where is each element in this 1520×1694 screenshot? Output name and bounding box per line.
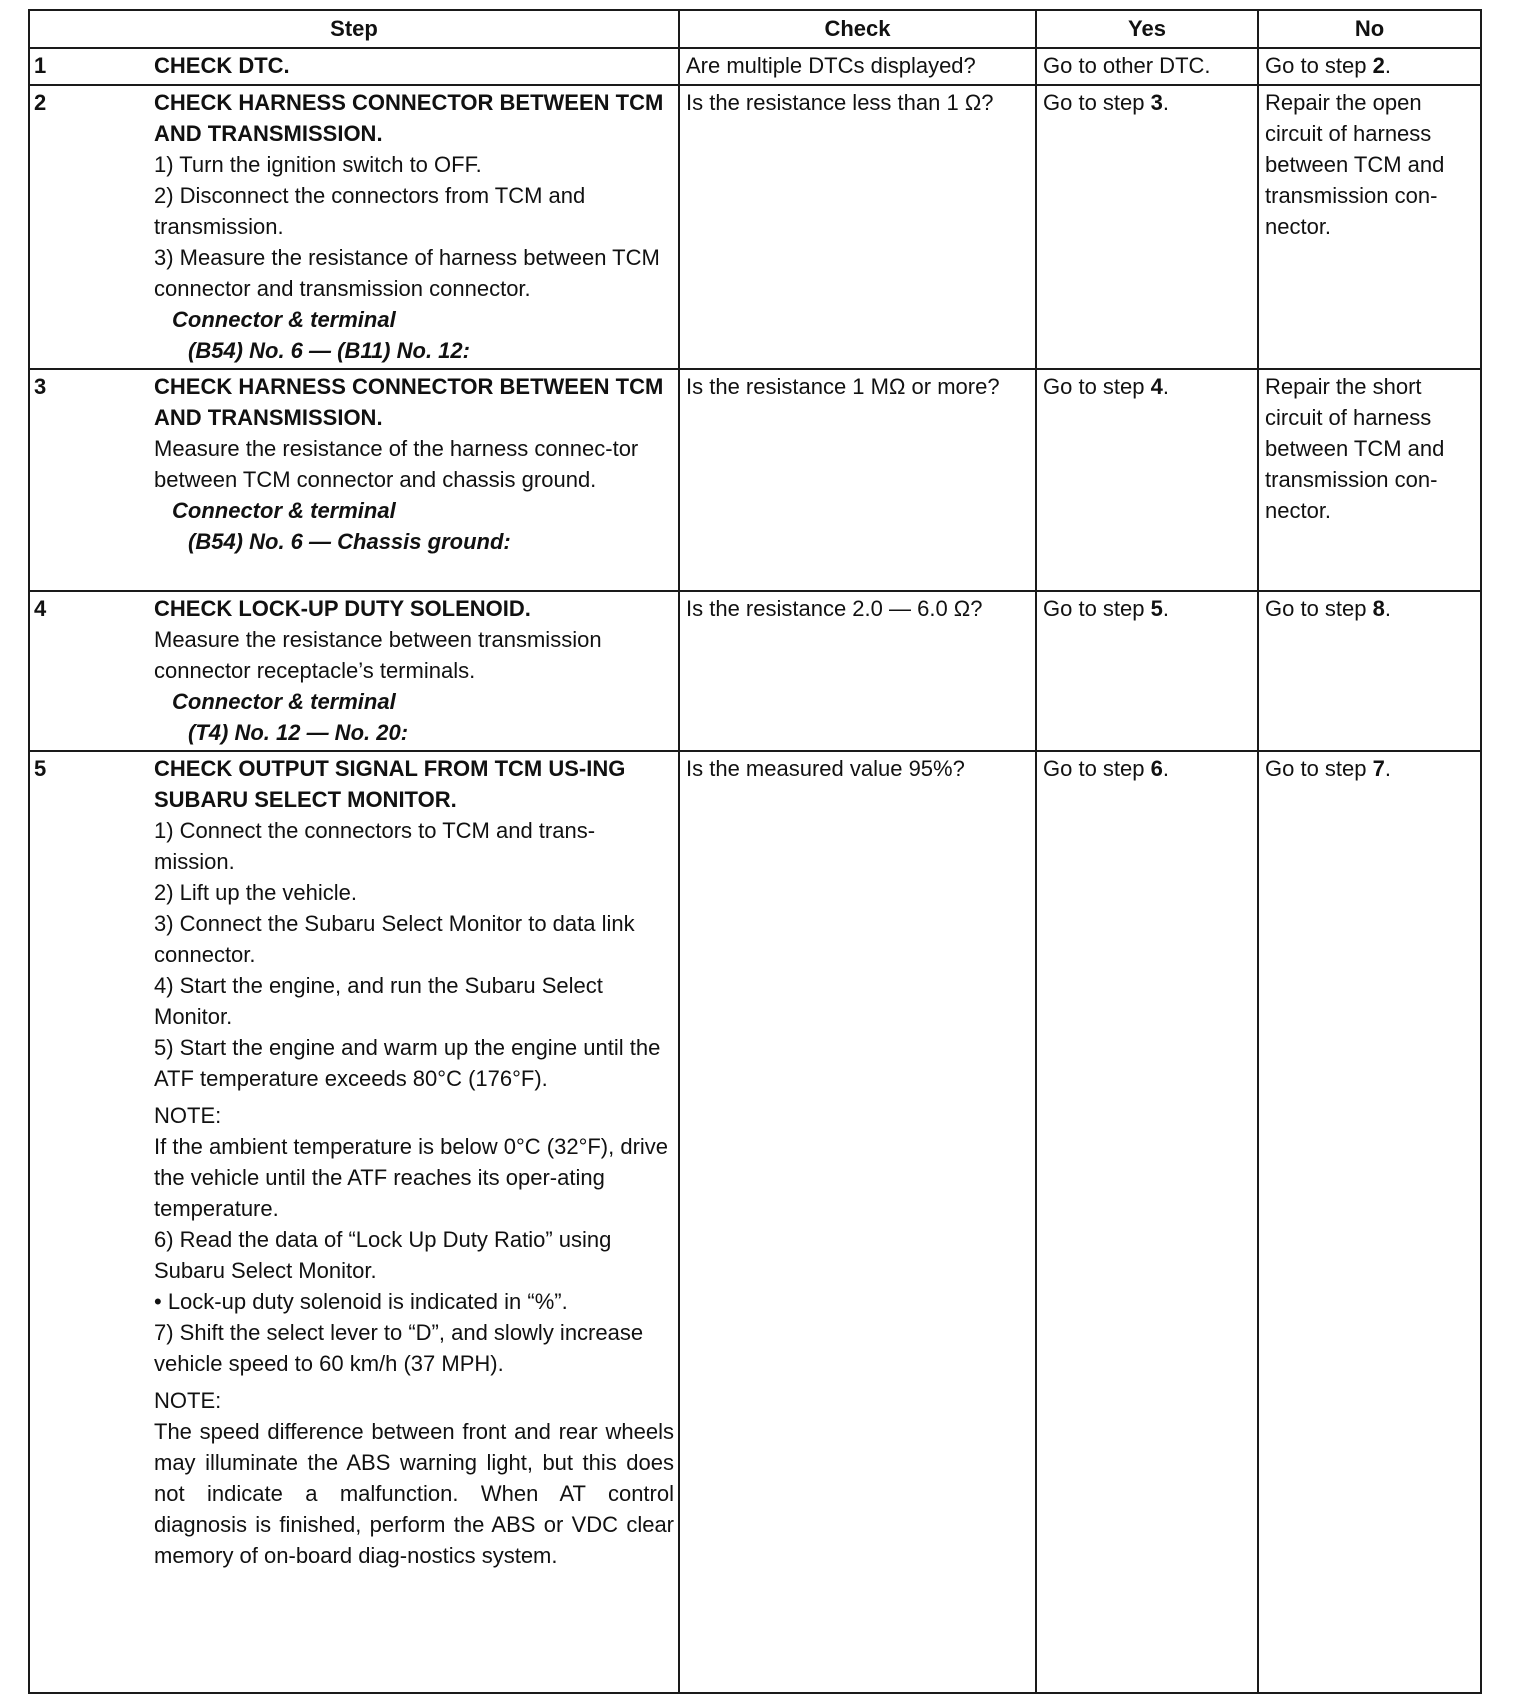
no-step-ref: 2 — [1372, 53, 1385, 78]
instruction-line: 4) Start the engine, and run the Subaru Select Monitor. — [154, 973, 603, 1029]
yes-step-ref: 4 — [1150, 374, 1163, 399]
no-prefix: Go to step — [1265, 596, 1373, 621]
table-row — [29, 369, 1481, 591]
note-label: NOTE: — [154, 1388, 222, 1413]
yes-cell: Go to other DTC. — [1036, 48, 1258, 85]
step-cell — [148, 369, 679, 591]
yes-step-ref: 6 — [1150, 756, 1163, 781]
instruction-line: 1) Turn the ignition switch to OFF. — [154, 152, 482, 177]
yes-suffix: . — [1162, 756, 1169, 781]
header-yes: Yes — [1036, 10, 1258, 48]
header-check: Check — [679, 10, 1036, 48]
terminal-label: Connector & terminal — [172, 307, 396, 332]
terminal-value: (T4) No. 12 — No. 20: — [188, 720, 409, 745]
check-cell: Is the resistance 1 MΩ or more? — [679, 369, 1036, 591]
yes-prefix: Go to step — [1043, 374, 1151, 399]
step-cell — [148, 85, 679, 369]
no-cell — [1258, 751, 1481, 1693]
step-title: CHECK DTC. — [154, 53, 290, 78]
step-cell — [148, 48, 679, 85]
table-row — [29, 48, 1481, 85]
step-title: CHECK HARNESS CONNECTOR BETWEEN TCM AND TRANSMISSION. — [154, 374, 664, 430]
terminal-label: Connector & terminal — [172, 498, 396, 523]
no-prefix: Go to step — [1265, 756, 1373, 781]
step-title: CHECK HARNESS CONNECTOR BETWEEN TCM AND TRANSMISSION. — [154, 90, 664, 146]
step-number: 5 — [29, 751, 148, 1693]
yes-prefix: Go to step — [1043, 596, 1151, 621]
instruction-line: 3) Connect the Subaru Select Monitor to data link connector. — [154, 911, 635, 967]
step-title: CHECK LOCK-UP DUTY SOLENOID. — [154, 596, 531, 621]
no-cell: Repair the short circuit of harness between TCM and transmission con-nector. — [1258, 369, 1481, 591]
yes-cell — [1036, 85, 1258, 369]
check-cell: Is the resistance 2.0 — 6.0 Ω? — [679, 591, 1036, 751]
no-cell — [1258, 48, 1481, 85]
note-label: NOTE: — [154, 1103, 222, 1128]
no-suffix: . — [1384, 53, 1391, 78]
check-cell: Is the resistance less than 1 Ω? — [679, 85, 1036, 369]
step-number: 1 — [29, 48, 148, 85]
step-cell — [148, 751, 679, 1693]
terminal-label: Connector & terminal — [172, 689, 396, 714]
instruction-line: 7) Shift the select lever to “D”, and slowly increase vehicle speed to 60 km/h (37 MPH). — [154, 1320, 644, 1376]
check-cell: Are multiple DTCs displayed? — [679, 48, 1036, 85]
yes-cell — [1036, 751, 1258, 1693]
table-row — [29, 591, 1481, 751]
table-row — [29, 85, 1481, 369]
yes-step-ref: 5 — [1150, 596, 1163, 621]
instruction-line: Measure the resistance between transmission connector receptacle’s terminals. — [154, 627, 602, 683]
note-text: If the ambient temperature is below 0°C (32°F), drive the vehicle until the ATF reaches its oper-ating temperature. — [154, 1134, 669, 1221]
yes-cell — [1036, 591, 1258, 751]
table-header-row — [29, 10, 1481, 48]
yes-suffix: . — [1162, 374, 1169, 399]
instruction-line: Measure the resistance of the harness connec-tor between TCM connector and chassis ground. — [154, 436, 639, 492]
step-cell — [148, 591, 679, 751]
no-step-ref: 7 — [1372, 756, 1385, 781]
step-number: 2 — [29, 85, 148, 369]
instruction-line: 2) Lift up the vehicle. — [154, 880, 358, 905]
no-suffix: . — [1384, 756, 1391, 781]
no-step-ref: 8 — [1372, 596, 1385, 621]
note-text: The speed difference between front and rear wheels may illuminate the ABS warning light, but this does not indicate a malfunction. When AT control diagnosis is finished, perform the ABS or VDC clear memory of on-board diag-nostics system. — [154, 1419, 674, 1568]
terminal-value: (B54) No. 6 — Chassis ground: — [188, 529, 511, 554]
step-title: CHECK OUTPUT SIGNAL FROM TCM US-ING SUBARU SELECT MONITOR. — [154, 756, 626, 812]
header-step: Step — [29, 10, 679, 48]
no-cell — [1258, 591, 1481, 751]
diagnostic-procedure — [28, 9, 1480, 1694]
yes-suffix: . — [1162, 596, 1169, 621]
step-number: 4 — [29, 591, 148, 751]
bullet-line: • Lock-up duty solenoid is indicated in “%”. — [154, 1289, 568, 1314]
yes-suffix: . — [1162, 90, 1169, 115]
instruction-line: 3) Measure the resistance of harness between TCM connector and transmission connector. — [154, 245, 660, 301]
yes-step-ref: 3 — [1150, 90, 1163, 115]
no-suffix: . — [1384, 596, 1391, 621]
check-cell: Is the measured value 95%? — [679, 751, 1036, 1693]
header-no: No — [1258, 10, 1481, 48]
instruction-line: 5) Start the engine and warm up the engine until the ATF temperature exceeds 80°C (176°F). — [154, 1035, 661, 1091]
yes-cell — [1036, 369, 1258, 591]
table-row — [29, 751, 1481, 1693]
diagnostic-table — [28, 9, 1482, 1694]
yes-prefix: Go to step — [1043, 90, 1151, 115]
step-number: 3 — [29, 369, 148, 591]
instruction-line: 2) Disconnect the connectors from TCM and transmission. — [154, 183, 586, 239]
no-prefix: Go to step — [1265, 53, 1373, 78]
terminal-value: (B54) No. 6 — (B11) No. 12: — [188, 338, 470, 363]
yes-prefix: Go to step — [1043, 756, 1151, 781]
instruction-line: 6) Read the data of “Lock Up Duty Ratio” using Subaru Select Monitor. — [154, 1227, 612, 1283]
no-cell: Repair the open circuit of harness between TCM and transmission con-nector. — [1258, 85, 1481, 369]
instruction-line: 1) Connect the connectors to TCM and trans-mission. — [154, 818, 596, 874]
